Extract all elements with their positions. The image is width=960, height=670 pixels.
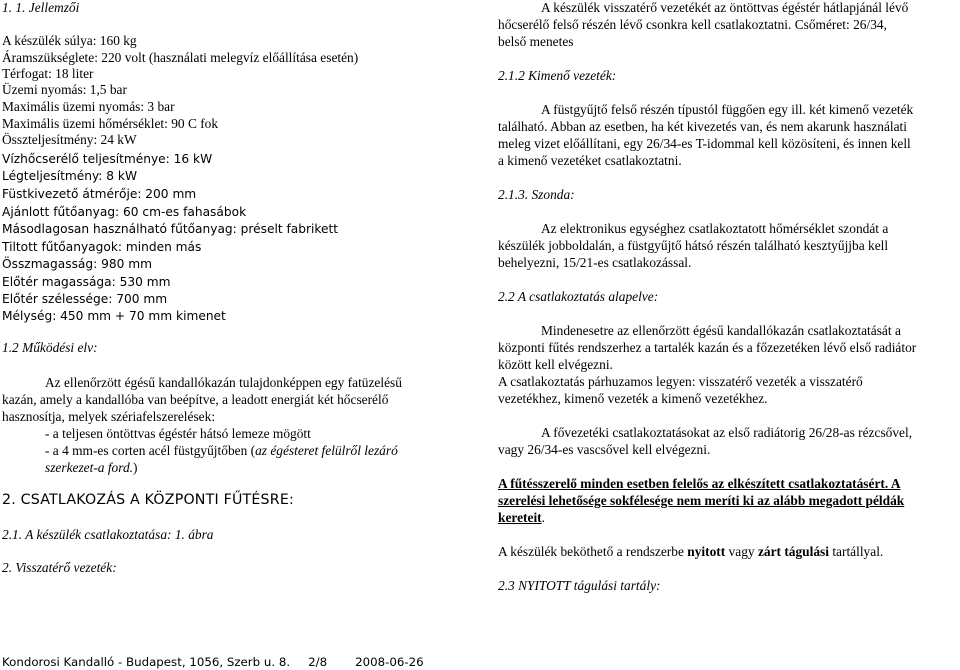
spec-item: Összmagasság: 980 mm — [2, 257, 152, 271]
spec-item: Összteljesítmény: 24 kW — [2, 132, 137, 147]
subsection-title: 2.1. A készülék csatlakoztatása: 1. ábra — [2, 527, 214, 542]
text-run: - a 4 mm-es corten acél füstgyűjtőben ( — [45, 443, 256, 458]
text-run: . — [541, 510, 545, 525]
bold-run: nyitott — [687, 544, 726, 559]
paragraph-line: hőcserélő felső részén lévő csonkra kell csatlakoztatni. Csőméret: 26/34, — [498, 17, 887, 32]
paragraph-line: behelyezni, 15/21-es csatlakozással. — [498, 255, 692, 270]
chapter-heading: 2. CSATLAKOZÁS A KÖZPONTI FŰTÉSRE: — [2, 492, 294, 508]
paragraph-line: - a teljesen öntöttvas égéstér hátsó lemeze mögött — [45, 426, 311, 441]
spec-item: Másodlagosan használható fűtőanyag: préselt fabrikett — [2, 222, 339, 236]
warning-line: szerelési lehetősége sokfélesége nem meríti ki az alább megadott példák — [498, 493, 905, 508]
spec-item: Áramszükséglete: 220 volt (használati melegvíz előállítása esetén) — [2, 50, 359, 65]
spec-item: Térfogat: 18 liter — [2, 66, 94, 81]
warning-line: A fűtésszerelő minden esetben felelős az elkészített csatlakoztatásért. A — [498, 476, 901, 491]
spec-item: Füstkivezető átmérője: 200 mm — [2, 187, 197, 201]
spec-item: Tiltott fűtőanyagok: minden más — [2, 240, 202, 254]
subsection-title: 2.1.3. Szonda: — [498, 187, 575, 202]
paragraph-line: A füstgyűjtő felső részén típustól függően egy ill. két kimenő vezeték — [541, 102, 914, 117]
paragraph-line — [45, 460, 137, 476]
spec-item: Előtér magassága: 530 mm — [2, 275, 171, 289]
paragraph-line: Az ellenőrzött égésű kandallókazán tulajdonképpen egy fatüzelésű — [45, 375, 402, 390]
spec-item: Előtér szélessége: 700 mm — [2, 292, 168, 306]
paragraph-line — [498, 544, 883, 560]
paragraph-line: a kimenő vezetéket csatlakoztatni. — [498, 153, 682, 168]
text-run: kereteit — [498, 510, 542, 525]
subsection-title: 2.3 NYITOTT tágulási tartály: — [498, 578, 661, 593]
footer-date: 2008-06-26 — [355, 655, 424, 669]
spec-item: Légteljesítmény: 8 kW — [2, 169, 138, 183]
paragraph-line: kazán, amely a kandallóba van beépítve, a leadott energiát két hőcserélő — [2, 392, 389, 407]
paragraph-line: készülék jobboldalán, a füstgyűjtő hátsó részén található kesztyűjjba kell — [498, 238, 889, 253]
paragraph-line: vezetékhez, kimenő vezeték a kimenő vezetékhez. — [498, 391, 768, 406]
text-run: tartállyal. — [828, 544, 884, 559]
paragraph-line: található. Abban az esetben, ha két kivezetés van, és nem akarunk használati — [498, 119, 907, 134]
subsection-title: 2. Visszatérő vezeték: — [2, 560, 117, 575]
spec-item: A készülék súlya: 160 kg — [2, 33, 137, 48]
paragraph-line: A készülék visszatérő vezetékét az öntöttvas égéstér hátlapjánál lévő — [541, 0, 909, 15]
subsection-title: 2.2 A csatlakoztatás alapelve: — [498, 289, 659, 304]
section-title: 1. 1. Jellemzői — [2, 0, 80, 15]
subsection-title: 2.1.2 Kimenő vezeték: — [498, 68, 617, 83]
italic-note: az égésteret felülről lezáró — [255, 443, 398, 458]
bold-run: zárt tágulási — [757, 544, 829, 559]
spec-item: Mélység: 450 mm + 70 mm kimenet — [2, 309, 226, 323]
spec-item: Maximális üzemi hőmérséklet: 90 C fok — [2, 116, 219, 131]
warning-line — [498, 510, 545, 526]
spec-item: Üzemi nyomás: 1,5 bar — [2, 82, 127, 97]
paragraph-line: belső menetes — [498, 34, 574, 49]
footer-page-number: 2/8 — [308, 655, 328, 669]
footer — [2, 654, 424, 670]
text-run: A készülék beköthető a rendszerbe — [498, 544, 688, 559]
italic-note: szerkezet-a ford. — [45, 460, 134, 475]
paragraph-line: vagy 26/34-es vascsővel kell elvégezni. — [498, 442, 711, 457]
spec-item: Ajánlott fűtőanyag: 60 cm-es fahasábok — [2, 205, 247, 219]
paragraph-line: Az elektronikus egységhez csatlakoztatott hőmérséklet szondát a — [541, 221, 889, 236]
paragraph-line: központi fűtés rendszerhez a tartalék kazán és a főzezetéken lévő első radiátor — [498, 340, 917, 355]
paragraph-line: között kell elvégezni. — [498, 357, 613, 372]
spec-item: Vízhőcserélő teljesítménye: 16 kW — [2, 152, 213, 166]
paragraph-line: A fővezetéki csatlakoztatásokat az első radiátorig 26/28-as rézcsővel, — [541, 425, 913, 440]
text-run: ) — [133, 460, 138, 475]
paragraph-line: hasznosítja, melyek szériafelszerelések: — [2, 409, 216, 424]
paragraph-line: meleg vizet előállítani, egy 26/34-es T-idommal kell közösíteni, és innen kell — [498, 136, 911, 151]
spec-item: Maximális üzemi nyomás: 3 bar — [2, 99, 175, 114]
footer-company: Kondorosi Kandalló - Budapest, 1056, Szerb u. 8. — [2, 655, 291, 669]
working-principle-title: 1.2 Működési elv: — [2, 340, 98, 355]
text-run: vagy — [725, 544, 758, 559]
paragraph-line: Mindenesetre az ellenőrzött égésű kandallókazán csatlakoztatását a — [541, 323, 901, 338]
paragraph-line — [45, 443, 398, 459]
paragraph-line: A csatlakoztatás párhuzamos legyen: visszatérő vezeték a visszatérő — [498, 374, 863, 389]
